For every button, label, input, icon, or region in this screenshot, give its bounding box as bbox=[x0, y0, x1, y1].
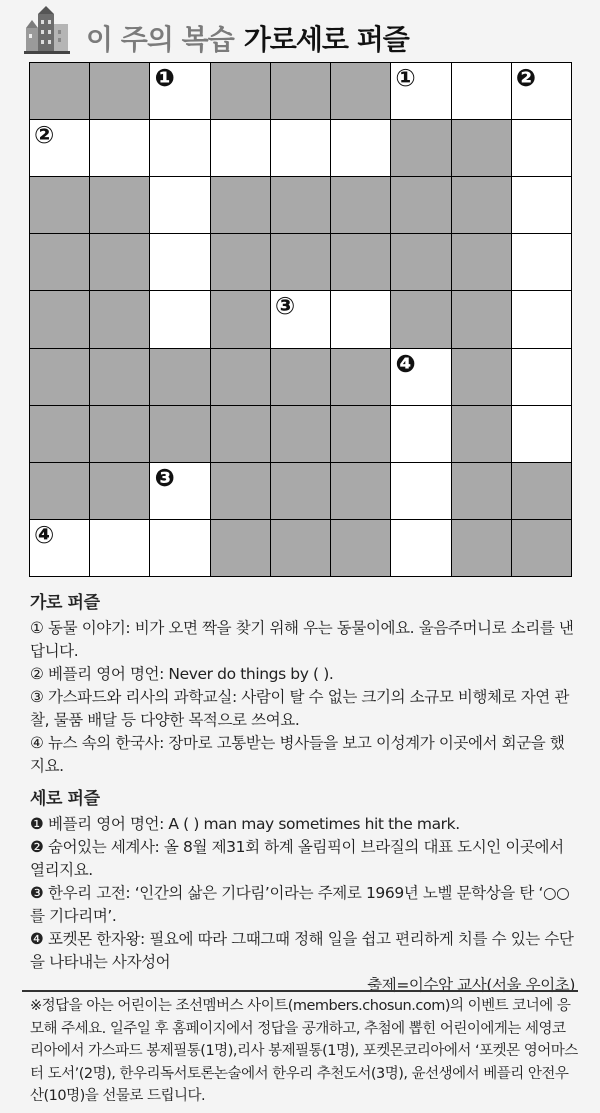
clue-number: ④ bbox=[34, 520, 55, 549]
blocked-cell bbox=[331, 463, 390, 519]
puzzle-cell[interactable] bbox=[271, 291, 330, 347]
puzzle-cell[interactable] bbox=[512, 234, 571, 290]
puzzle-cell[interactable] bbox=[512, 291, 571, 347]
across-clue-1: ① 동물 이야기: 비가 오면 짝을 찾기 위해 우는 동물이에요. 울음주머니로 소리를 낸답니다. bbox=[30, 619, 574, 660]
down-clue-3: ❸ 한우리 고전: ‘인간의 삶은 기다림’이라는 주제로 1969년 노벨 문학상을 탄 ‘○○를 기다리며’. bbox=[30, 884, 570, 925]
blocked-cell bbox=[391, 234, 450, 290]
puzzle-title: 가로세로 퍼즐 bbox=[243, 23, 409, 56]
blocked-cell bbox=[331, 234, 390, 290]
puzzle-cell[interactable] bbox=[512, 63, 571, 119]
blocked-cell bbox=[211, 463, 270, 519]
clue-number: ❹ bbox=[395, 349, 416, 378]
event-notice: ※정답을 아는 어린이는 조선멤버스 사이트(members.chosun.com)의 이벤트 코너에 응모해 주세요. 일주일 후 홈페이지에서 정답을 공개하고, 추첨에 뽑힌 어린이에게는 세영코리아에서 가스파드 봉제필통(1명),리사 봉제필통(1명), 포켓몬코리아에서 ‘포켓몬 영어마스터 도서’(2명), 한우리독서토론논술에서 한우리 추천도서(3명), 윤선생에서 베플리 안전우산(10명)을 선물로 드립니다. bbox=[30, 998, 578, 1104]
blocked-cell bbox=[391, 291, 450, 347]
puzzle-cell[interactable] bbox=[150, 63, 209, 119]
blocked-cell bbox=[30, 234, 89, 290]
blocked-cell bbox=[452, 406, 511, 462]
blocked-cell bbox=[211, 349, 270, 405]
divider bbox=[22, 990, 578, 992]
puzzle-cell[interactable] bbox=[391, 520, 450, 576]
puzzle-cell[interactable] bbox=[512, 406, 571, 462]
crossword-grid bbox=[29, 62, 572, 577]
blocked-cell bbox=[30, 63, 89, 119]
puzzle-cell[interactable] bbox=[30, 520, 89, 576]
puzzle-cell[interactable] bbox=[90, 520, 149, 576]
blocked-cell bbox=[452, 120, 511, 176]
blocked-cell bbox=[271, 234, 330, 290]
puzzle-cell[interactable] bbox=[512, 120, 571, 176]
blocked-cell bbox=[331, 177, 390, 233]
blocked-cell bbox=[30, 349, 89, 405]
blocked-cell bbox=[452, 349, 511, 405]
puzzle-cell[interactable] bbox=[30, 120, 89, 176]
clue-number: ③ bbox=[274, 292, 296, 321]
blocked-cell bbox=[331, 349, 390, 405]
blocked-cell bbox=[30, 463, 89, 519]
clues-section bbox=[30, 590, 575, 997]
blocked-cell bbox=[30, 406, 89, 462]
blocked-cell bbox=[452, 520, 511, 576]
blocked-cell bbox=[391, 120, 450, 176]
puzzle-cell[interactable] bbox=[331, 120, 390, 176]
puzzle-cell[interactable] bbox=[512, 177, 571, 233]
puzzle-cell[interactable] bbox=[150, 234, 209, 290]
blocked-cell bbox=[331, 63, 390, 119]
puzzle-cell[interactable] bbox=[391, 63, 450, 119]
blocked-cell bbox=[30, 177, 89, 233]
across-clue-2: ② 베플리 영어 명언: Never do things by ( ). bbox=[30, 665, 334, 683]
page-title bbox=[86, 18, 409, 58]
blocked-cell bbox=[90, 406, 149, 462]
puzzle-cell[interactable] bbox=[271, 120, 330, 176]
blocked-cell bbox=[211, 520, 270, 576]
blocked-cell bbox=[271, 349, 330, 405]
blocked-cell bbox=[211, 234, 270, 290]
clue-number: ① bbox=[395, 64, 416, 92]
across-title: 가로 퍼즐 bbox=[30, 593, 100, 613]
puzzle-cell[interactable] bbox=[512, 349, 571, 405]
blocked-cell bbox=[452, 291, 511, 347]
across-clue-4: ④ 뉴스 속의 한국사: 장마로 고통받는 병사들을 보고 이성계가 이곳에서 회군을 했지요. bbox=[30, 734, 565, 775]
puzzle-cell[interactable] bbox=[391, 406, 450, 462]
blocked-cell bbox=[150, 406, 209, 462]
blocked-cell bbox=[512, 463, 571, 519]
blocked-cell bbox=[271, 520, 330, 576]
blocked-cell bbox=[391, 177, 450, 233]
blocked-cell bbox=[90, 349, 149, 405]
blocked-cell bbox=[452, 463, 511, 519]
blocked-cell bbox=[90, 63, 149, 119]
blocked-cell bbox=[512, 520, 571, 576]
blocked-cell bbox=[271, 63, 330, 119]
blocked-cell bbox=[271, 177, 330, 233]
page-subtitle: 이 주의 복습 bbox=[86, 23, 234, 56]
blocked-cell bbox=[211, 406, 270, 462]
blocked-cell bbox=[90, 234, 149, 290]
blocked-cell bbox=[331, 406, 390, 462]
puzzle-cell[interactable] bbox=[150, 291, 209, 347]
puzzle-cell[interactable] bbox=[90, 120, 149, 176]
blocked-cell bbox=[30, 291, 89, 347]
puzzle-cell[interactable] bbox=[150, 120, 209, 176]
puzzle-cell[interactable] bbox=[452, 63, 511, 119]
puzzle-cell[interactable] bbox=[391, 349, 450, 405]
puzzle-cell[interactable] bbox=[331, 291, 390, 347]
blocked-cell bbox=[90, 463, 149, 519]
blocked-cell bbox=[331, 520, 390, 576]
blocked-cell bbox=[211, 63, 270, 119]
puzzle-cell[interactable] bbox=[150, 520, 209, 576]
header bbox=[0, 0, 600, 62]
building-logo-icon bbox=[22, 6, 74, 60]
across-clue-3: ③ 가스파드와 리사의 과학교실: 사람이 탈 수 없는 크기의 소규모 비행체로 자연 관찰, 물품 배달 등 다양한 목적으로 쓰여요. bbox=[30, 688, 569, 729]
down-clue-2: ❷ 숨어있는 세계사: 올 8월 제31회 하계 올림픽이 브라질의 대표 도시인 이곳에서 열리지요. bbox=[30, 838, 564, 879]
puzzle-cell[interactable] bbox=[150, 177, 209, 233]
clue-number: ② bbox=[34, 121, 55, 150]
puzzle-cell[interactable] bbox=[211, 120, 270, 176]
blocked-cell bbox=[150, 349, 209, 405]
puzzle-cell[interactable] bbox=[150, 463, 209, 519]
down-clue-1: ❶ 베플리 영어 명언: A ( ) man may sometimes hit the mark. bbox=[30, 815, 460, 833]
blocked-cell bbox=[271, 406, 330, 462]
down-title: 세로 퍼즐 bbox=[30, 789, 100, 809]
blocked-cell bbox=[211, 291, 270, 347]
clue-number: ❶ bbox=[154, 64, 175, 92]
blocked-cell bbox=[452, 234, 511, 290]
clue-number: ❷ bbox=[515, 64, 537, 92]
blocked-cell bbox=[90, 291, 149, 347]
puzzle-cell[interactable] bbox=[391, 463, 450, 519]
blocked-cell bbox=[271, 463, 330, 519]
blocked-cell bbox=[452, 177, 511, 233]
blocked-cell bbox=[211, 177, 270, 233]
down-clue-4: ❹ 포켓몬 한자왕: 필요에 따라 그때그때 정해 일을 쉽고 편리하게 치를 수 있는 수단을 나타내는 사자성어 bbox=[30, 930, 574, 971]
clue-number: ❸ bbox=[154, 463, 175, 492]
blocked-cell bbox=[90, 177, 149, 233]
author-credit: 출제=이수암 교사(서울 우이초) bbox=[367, 976, 575, 994]
